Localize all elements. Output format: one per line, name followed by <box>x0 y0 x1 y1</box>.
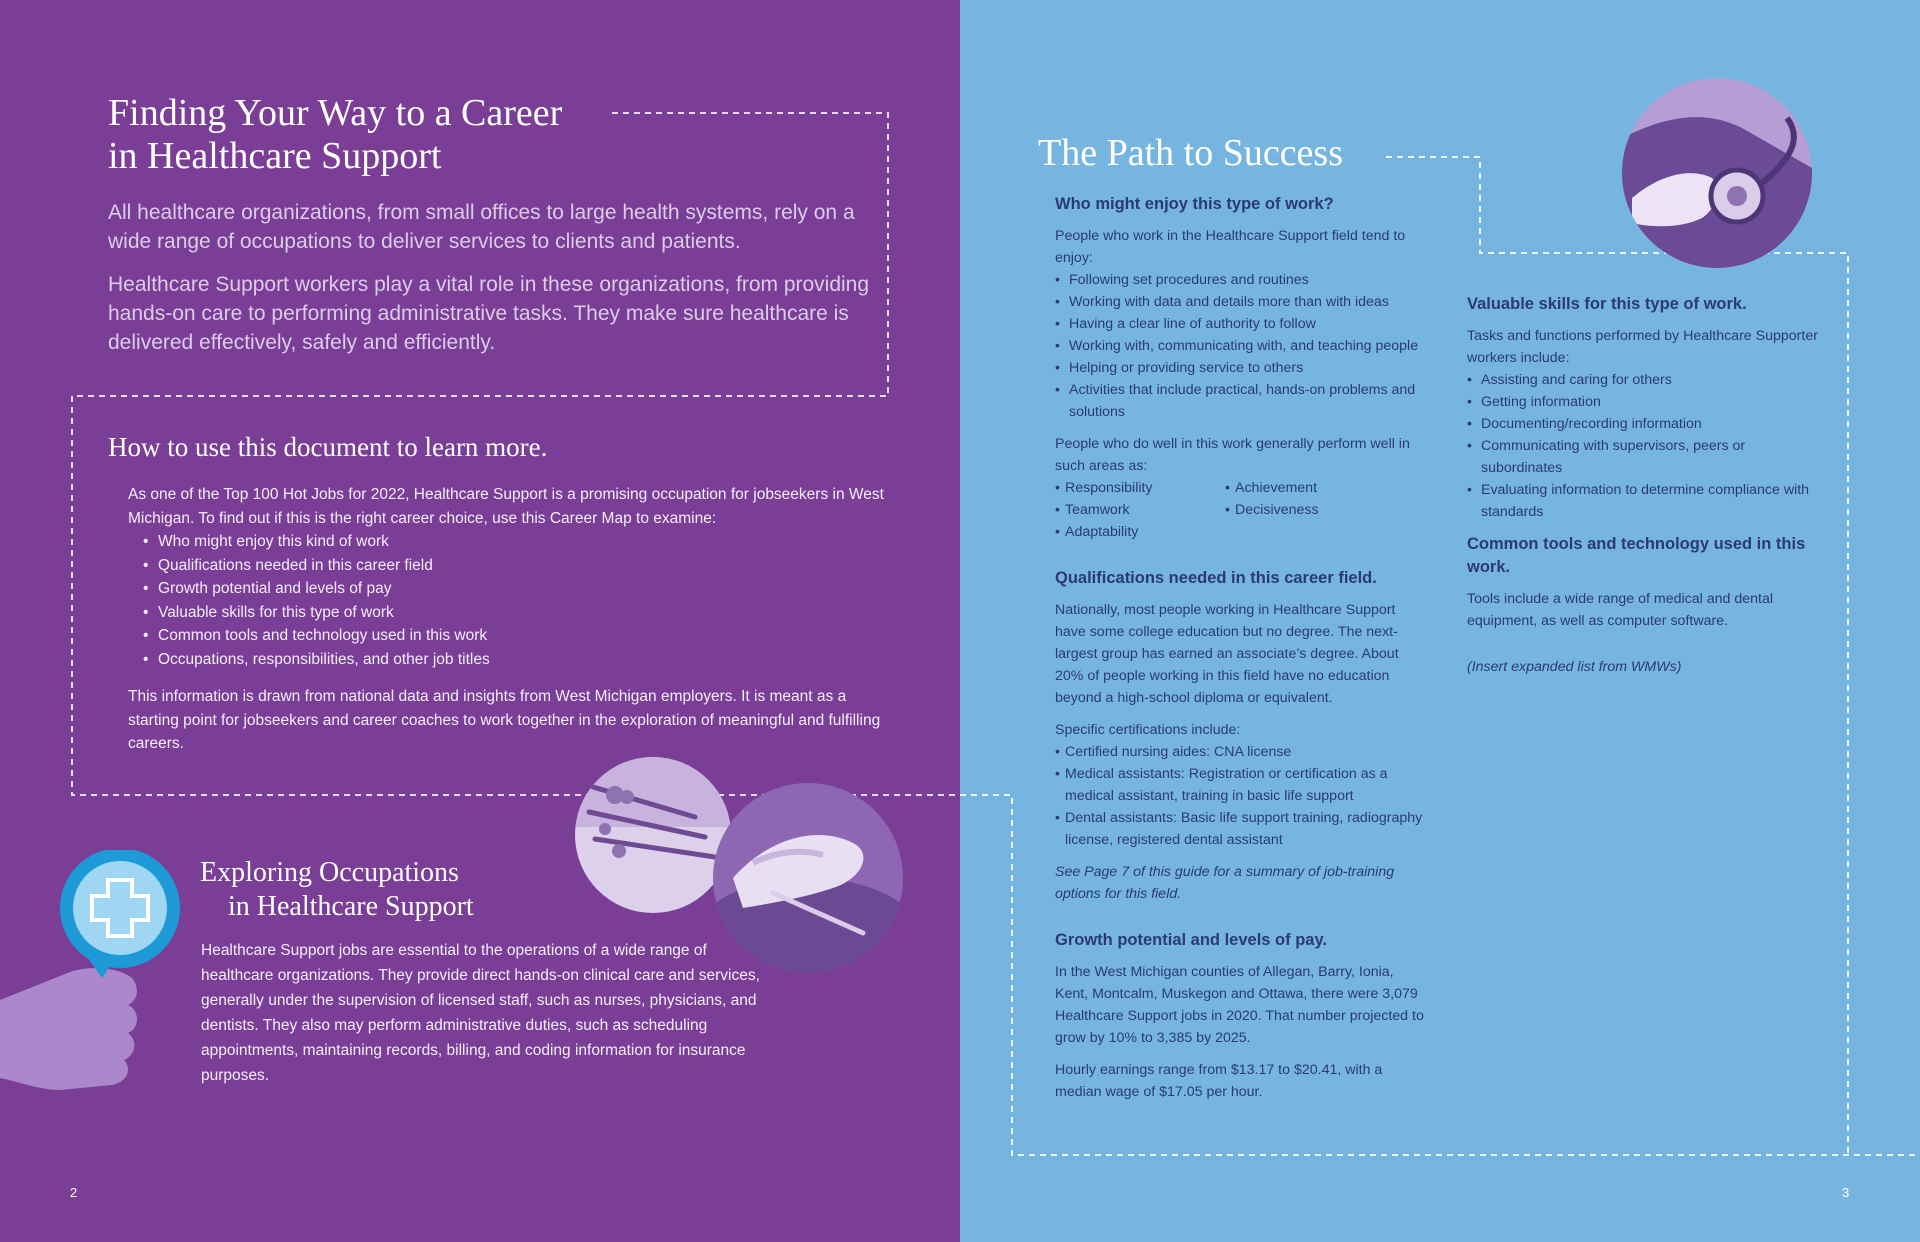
explore-paragraph: Healthcare Support jobs are essential to the operations of a wide range of healthcare organizations. They provide direct hands-on clinical care and services, generally under the supervision of licensed staff, such as nurses, physicians, and dentists. They also may perform administrative duties, such as scheduling appointments, maintaining records, billing, and coding information for insurance purposes. <box>201 942 760 1084</box>
intro-paragraph: All healthcare organizations, from small offices to large health systems, rely on a wide range of occupations to deliver services to clients and patients. <box>108 201 855 253</box>
body-text: In the West Michigan counties of Allegan, Barry, Ionia, Kent, Montcalm, Muskegon and Ottawa, there were 3,079 Healthcare Support jobs in 2020. That number projected to grow by 10% to 3,385 by 2025. <box>1055 964 1424 1046</box>
perform-list <box>1055 477 1425 543</box>
list-item: • Medical assistants: Registration or certification as a medical assistant, training in basic life support <box>1055 763 1425 807</box>
body-text: Tasks and functions performed by Healthcare Supporter workers include: <box>1467 328 1818 366</box>
list-item: • Certified nursing aides: CNA license <box>1055 741 1425 763</box>
note-text: See Page 7 of this guide for a summary of job-training options for this field. <box>1055 864 1395 902</box>
list-item: • Who might enjoy this kind of work <box>158 530 898 554</box>
section-heading: Qualifications needed in this career field. <box>1055 569 1377 587</box>
list-item: • Activities that include practical, hands-on problems and solutions <box>1055 379 1425 423</box>
list-item: • Dental assistants: Basic life support training, radiography license, registered dental assistant <box>1055 807 1425 851</box>
list-item: • Documenting/recording information <box>1467 413 1822 435</box>
list-item: • Assisting and caring for others <box>1467 369 1822 391</box>
page-number: 3 <box>1842 1185 1850 1200</box>
list-item: • Achievement <box>1225 477 1395 499</box>
body-text: People who work in the Healthcare Support field tend to enjoy: <box>1055 228 1406 266</box>
body-text: Hourly earnings range from $13.17 to $20.41, with a median wage of $17.05 per hour. <box>1055 1062 1383 1100</box>
page-title: The Path to Success <box>1038 132 1344 174</box>
enjoy-list <box>1055 269 1425 423</box>
section-heading: Common tools and technology used in this work. <box>1467 535 1806 576</box>
explore-heading: Exploring Occupations in Healthcare Support <box>200 857 474 922</box>
list-item: • Responsibility <box>1055 477 1225 499</box>
body-text: People who do well in this work generally perform well in such areas as: <box>1055 436 1410 474</box>
intro-text <box>108 198 888 371</box>
list-item: • Qualifications needed in this career field <box>158 554 898 578</box>
page-title: Finding Your Way to a Career in Healthcare Support <box>108 92 563 177</box>
list-item: • Helping or providing service to others <box>1055 357 1425 379</box>
list-item: • Communicating with supervisors, peers or subordinates <box>1467 435 1822 479</box>
list-item: • Working with data and details more than with ideas <box>1055 291 1425 313</box>
howto-list <box>128 530 898 671</box>
list-item: • Valuable skills for this type of work <box>158 601 898 625</box>
body-text: Specific certifications include: <box>1055 722 1241 738</box>
left-column <box>1055 193 1425 1103</box>
section-heading: Growth potential and levels of pay. <box>1055 931 1327 949</box>
list-item: • Occupations, responsibilities, and other job titles <box>158 648 898 672</box>
medical-cross-badge-icon <box>0 850 185 1100</box>
page-number: 2 <box>70 1185 78 1200</box>
howto-paragraph: This information is drawn from national data and insights from West Michigan employers. It is meant as a starting point for jobseekers and career coaches to work together in the exploration of meaningful and fulfilling careers. <box>128 688 881 752</box>
section-heading: Who might enjoy this type of work? <box>1055 195 1334 213</box>
intro-paragraph: Healthcare Support workers play a vital role in these organizations, from providing hands-on care to performing administrative tasks. They make sure healthcare is delivered effectively, safely and efficiently. <box>108 273 870 354</box>
list-item: • Growth potential and levels of pay <box>158 577 898 601</box>
blood-pressure-photo <box>1622 78 1812 268</box>
note-text: (Insert expanded list from WMWs) <box>1467 659 1682 675</box>
list-item: • Common tools and technology used in this work <box>158 624 898 648</box>
cert-list <box>1055 741 1425 851</box>
list-item: • Decisiveness <box>1225 499 1395 521</box>
list-item: • Working with, communicating with, and teaching people <box>1055 335 1425 357</box>
list-item: • Getting information <box>1467 391 1822 413</box>
dental-tools-photo <box>575 757 731 913</box>
howto-body <box>128 483 898 756</box>
list-item: • Having a clear line of authority to follow <box>1055 313 1425 335</box>
skills-list <box>1467 369 1822 523</box>
body-text: Tools include a wide range of medical and dental equipment, as well as computer software. <box>1467 591 1774 629</box>
section-heading: Valuable skills for this type of work. <box>1467 295 1747 313</box>
right-page <box>960 0 1920 1242</box>
list-item: • Teamwork <box>1055 499 1225 521</box>
list-item: • Adaptability <box>1055 521 1225 543</box>
list-item: • Following set procedures and routines <box>1055 269 1425 291</box>
howto-heading: How to use this document to learn more. <box>108 432 548 462</box>
right-column <box>1467 293 1822 678</box>
list-item: • Evaluating information to determine compliance with standards <box>1467 479 1822 523</box>
howto-paragraph: As one of the Top 100 Hot Jobs for 2022, Healthcare Support is a promising occupation for jobseekers in West Michigan. To find out if this is the right career choice, use this Career Map to examine: <box>128 486 884 527</box>
body-text: Nationally, most people working in Healthcare Support have some college education but no degree. The next-largest group has earned an associate’s degree. About 20% of people working in this field have no education beyond a high-school diploma or equivalent. <box>1055 602 1399 706</box>
